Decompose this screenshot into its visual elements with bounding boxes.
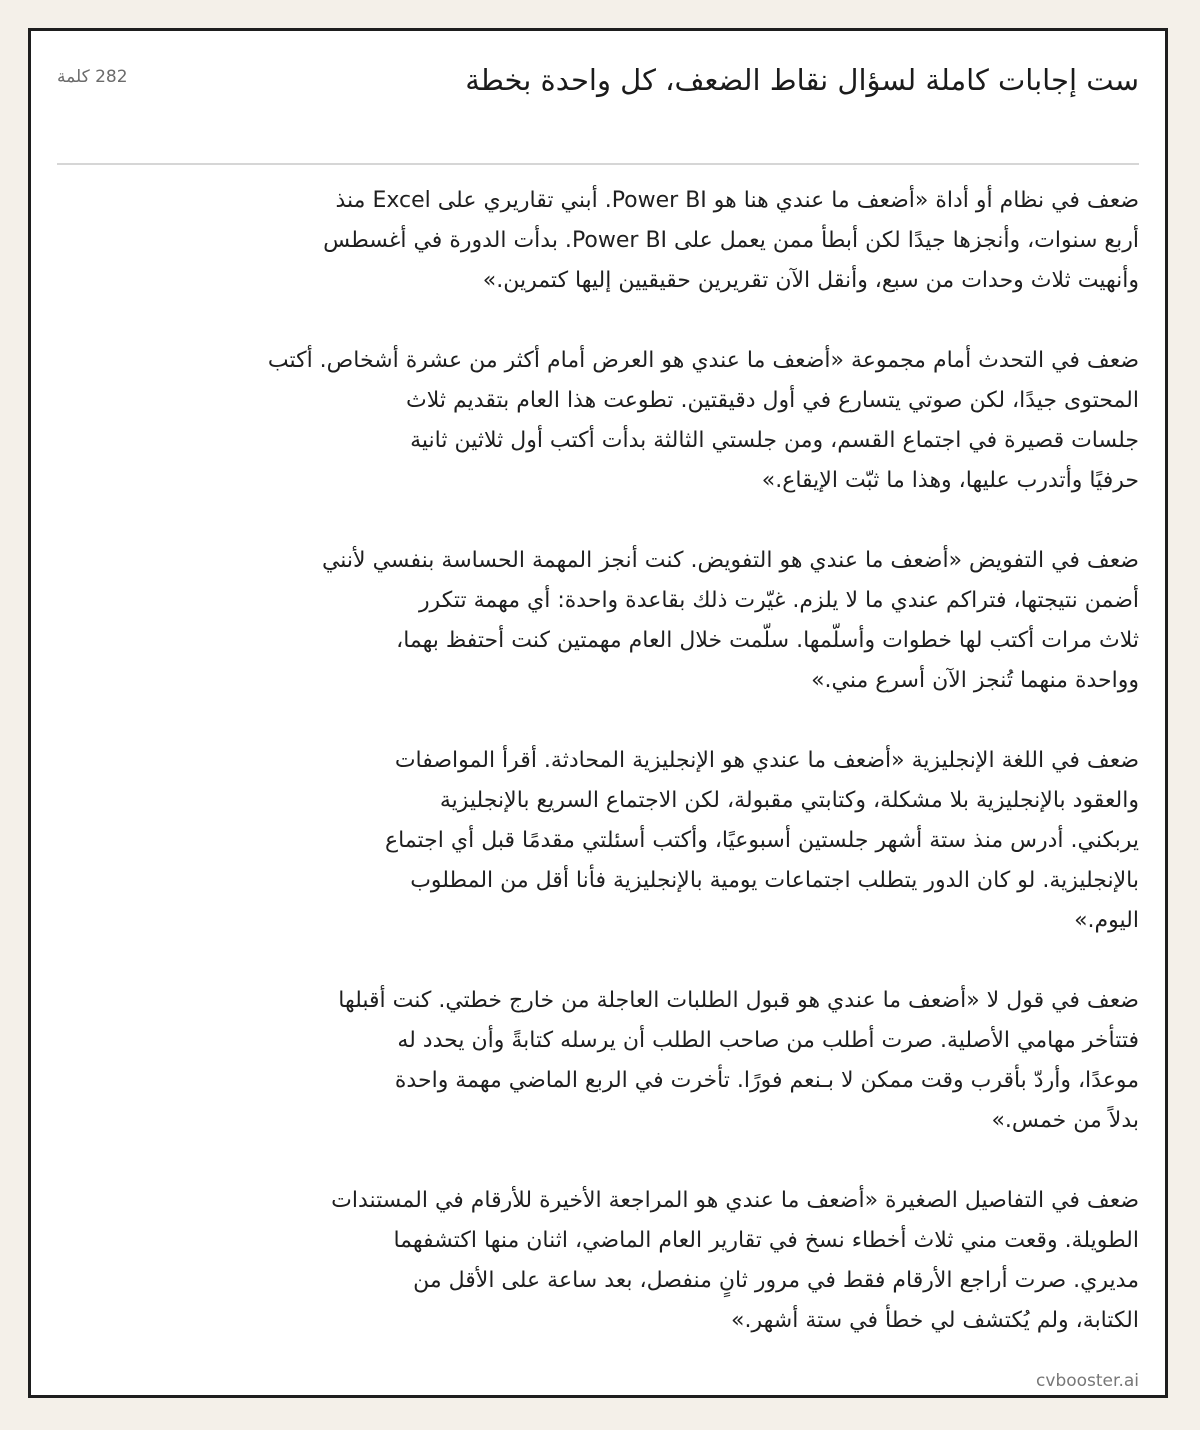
- answer-line: المحتوى جيدًا، لكن صوتي يتسارع في أول دقيقتين. تطوعت هذا العام بتقديم ثلاث: [406, 388, 1139, 413]
- answer-line: يربكني. أدرس منذ ستة أشهر جلستين أسبوعيًا، وأكتب أسئلتي مقدمًا قبل أي اجتماع: [384, 828, 1139, 853]
- answer-line: الكتابة، ولم يُكتشف لي خطأ في ستة أشهر.»: [731, 1308, 1139, 1333]
- answer-line: والعقود بالإنجليزية بلا مشكلة، وكتابتي مقبولة، لكن الاجتماع السريع بالإنجليزية: [439, 788, 1139, 813]
- answer-line: وأنهيت ثلاث وحدات من سبع، وأنقل الآن تقريرين حقيقيين إليها كتمرين.»: [482, 268, 1139, 293]
- answer-line: ثلاث مرات أكتب لها خطوات وأسلّمها. سلّمت خلال العام مهمتين كنت أحتفظ بهما،: [396, 628, 1139, 653]
- answer-paragraph-power-bi: [131, 181, 1139, 301]
- word-count: 282 كلمة: [57, 67, 128, 87]
- answer-line: أربع سنوات، وأنجزها جيدًا لكن أبطأ ممن يعمل على Power BI. بدأت الدورة في أغسطس: [323, 228, 1139, 253]
- answer-line: موعدًا، وأردّ بأقرب وقت ممكن لا بـنعم فورًا. تأخرت في الربع الماضي مهمة واحدة: [394, 1068, 1139, 1093]
- answer-paragraph-public-speaking: [131, 341, 1139, 501]
- document-title: ست إجابات كاملة لسؤال نقاط الضعف، كل واحدة بخطة: [465, 63, 1139, 97]
- answer-line: مديري. صرت أراجع الأرقام فقط في مرور ثانٍ منفصل، بعد ساعة على الأقل من: [413, 1268, 1139, 1293]
- answer-line: اليوم.»: [1074, 908, 1139, 933]
- answer-line: ضعف في قول لا «أضعف ما عندي هو قبول الطلبات العاجلة من خارج خطتي. كنت أقبلها: [338, 988, 1139, 1013]
- answer-line: الطويلة. وقعت مني ثلاث أخطاء نسخ في تقارير العام الماضي، اثنان منها اكتشفهما: [393, 1228, 1139, 1253]
- answer-paragraph-saying-no: [131, 981, 1139, 1141]
- answer-line: بدلاً من خمس.»: [991, 1108, 1139, 1133]
- answer-line: بالإنجليزية. لو كان الدور يتطلب اجتماعات يومية بالإنجليزية فأنا أقل من المطلوب: [410, 868, 1139, 893]
- answers-list: [131, 181, 1139, 1341]
- answer-line: أضمن نتيجتها، فتراكم عندي ما لا يلزم. غيّرت ذلك بقاعدة واحدة: أي مهمة تتكرر: [418, 588, 1139, 613]
- answer-line: وواحدة منهما تُنجز الآن أسرع مني.»: [811, 668, 1139, 693]
- answer-line: ضعف في التحدث أمام مجموعة «أضعف ما عندي هو العرض أمام أكثر من عشرة أشخاص. أكتب: [267, 348, 1139, 373]
- answer-line: حرفيًا وأتدرب عليها، وهذا ما ثبّت الإيقاع.»: [761, 468, 1139, 493]
- answer-line: ضعف في نظام أو أداة «أضعف ما عندي هنا هو Power BI. أبني تقاريري على Excel منذ: [335, 188, 1139, 213]
- answer-paragraph-delegation: [131, 541, 1139, 701]
- answer-paragraph-details: [131, 1181, 1139, 1341]
- answer-line: ضعف في اللغة الإنجليزية «أضعف ما عندي هو الإنجليزية المحادثة. أقرأ المواصفات: [394, 748, 1139, 773]
- document-card: [28, 28, 1168, 1398]
- document-header: [57, 59, 1139, 165]
- answer-line: جلسات قصيرة في اجتماع القسم، ومن جلستي الثالثة بدأت أكتب أول ثلاثين ثانية: [410, 428, 1139, 453]
- brand-footer: cvbooster.ai: [1036, 1371, 1139, 1391]
- answer-line: ضعف في التفاصيل الصغيرة «أضعف ما عندي هو المراجعة الأخيرة للأرقام في المستندات: [331, 1188, 1139, 1213]
- answer-paragraph-english: [131, 741, 1139, 941]
- answer-line: فتتأخر مهامي الأصلية. صرت أطلب من صاحب الطلب أن يرسله كتابةً وأن يحدد له: [397, 1028, 1139, 1053]
- answer-line: ضعف في التفويض «أضعف ما عندي هو التفويض. كنت أنجز المهمة الحساسة بنفسي لأنني: [321, 548, 1139, 573]
